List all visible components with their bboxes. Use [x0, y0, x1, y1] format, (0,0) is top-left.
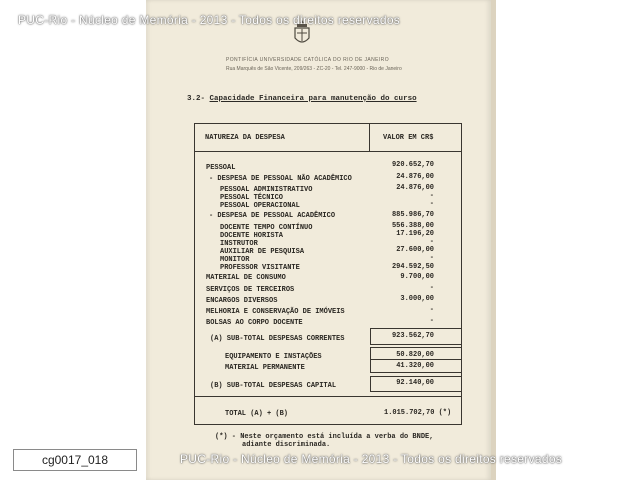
row-label: INSTRUTOR [220, 240, 258, 248]
row-value: - [429, 317, 434, 325]
table-bottom-border [194, 424, 462, 425]
footnote-line: adiante discriminada. [242, 441, 331, 449]
column-header-value: VALOR EM CR$ [383, 134, 434, 142]
row-label: BOLSAS AO CORPO DOCENTE [206, 319, 303, 327]
table-total-divider [194, 396, 462, 397]
university-address: Rua Marquês de São Vicente, 209/263 - ZC-20 - Tel. 247-9000 - Rio de Janeiro [226, 66, 402, 72]
row-label: SERVIÇOS DE TERCEIROS [206, 286, 295, 294]
table-header-column-divider [369, 123, 370, 152]
row-label: DOCENTE HORISTA [220, 232, 284, 240]
row-label: PESSOAL TÉCNICO [220, 194, 284, 202]
subtotal-a-label: (A) SUB-TOTAL DESPESAS CORRENTES [210, 335, 345, 343]
section-title-text: Capacidade Financeira para manutenção do curso [209, 95, 417, 103]
column-header-nature: NATUREZA DA DESPESA [205, 134, 285, 142]
row-value: 556.388,00 [391, 222, 434, 230]
row-label: ENCARGOS DIVERSOS [206, 297, 278, 305]
row-value: 9.700,00 [400, 273, 434, 281]
row-value: 17.196,20 [396, 230, 434, 238]
row-value: - [429, 306, 434, 314]
capital-label: MATERIAL PERMANENTE [225, 364, 305, 372]
capital-value: 50.820,00 [396, 351, 434, 359]
row-value: - [429, 284, 434, 292]
capital-value: 41.320,00 [396, 362, 434, 370]
subtotal-b-label: (B) SUB-TOTAL DESPESAS CAPITAL [210, 382, 337, 390]
total-label: TOTAL (A) + (B) [225, 410, 289, 418]
row-label: AUXILIAR DE PESQUISA [220, 248, 305, 256]
subtotal-a-value: 923.562,70 [391, 332, 434, 340]
row-value: - [429, 254, 434, 262]
capital-divider [370, 359, 461, 360]
subtotal-b-value: 92.140,00 [396, 379, 434, 387]
total-value: 1.015.702,70 (*) [384, 409, 452, 417]
row-value: - [429, 238, 434, 246]
row-value: 27.600,00 [396, 246, 434, 254]
footnote-line: (*) - Neste orçamento está incluída a verba do BNDE, [215, 433, 434, 441]
row-value: 885.986,70 [391, 211, 434, 219]
row-label: - DESPESA DE PESSOAL NÃO ACADÊMICO [209, 175, 352, 183]
row-value: 920.652,70 [391, 161, 434, 169]
row-value: 24.876,00 [396, 173, 434, 181]
row-value: - [429, 200, 434, 208]
row-value: 24.876,00 [396, 184, 434, 192]
row-value: 3.000,00 [400, 295, 434, 303]
row-label: PESSOAL OPERACIONAL [220, 202, 300, 210]
row-label: DOCENTE TEMPO CONTÍNUO [220, 224, 313, 232]
row-label: PESSOAL ADMINISTRATIVO [220, 186, 313, 194]
university-name: PONTIFÍCIA UNIVERSIDADE CATÓLICA DO RIO DE JANEIRO [226, 57, 389, 63]
watermark-bottom: PUC-Rio - Núcleo de Memória - 2013 - Todos os direitos reservados [180, 452, 563, 466]
document-id-label: cg0017_018 [13, 449, 137, 471]
page-edge [491, 0, 496, 480]
row-label: PESSOAL [206, 164, 236, 172]
table-top-border [194, 123, 462, 124]
row-label: MONITOR [220, 256, 250, 264]
section-number: 3.2- [187, 95, 206, 103]
capital-label: EQUIPAMENTO E INSTAÇÕES [225, 353, 322, 361]
row-value: 294.592,50 [391, 263, 434, 271]
row-label: MELHORIA E CONSERVAÇÃO DE IMÓVEIS [206, 308, 345, 316]
scanned-page [146, 0, 491, 480]
row-label: - DESPESA DE PESSOAL ACADÊMICO [209, 212, 336, 220]
footnote [215, 433, 433, 449]
section-title [187, 95, 417, 103]
table-header-divider [194, 151, 462, 152]
watermark-top: PUC-Rio - Núcleo de Memória - 2013 - Todos os direitos reservados [18, 13, 401, 27]
table-left-border [194, 123, 195, 425]
row-label: MATERIAL DE CONSUMO [206, 274, 286, 282]
row-value: - [429, 192, 434, 200]
row-label: PROFESSOR VISITANTE [220, 264, 300, 272]
